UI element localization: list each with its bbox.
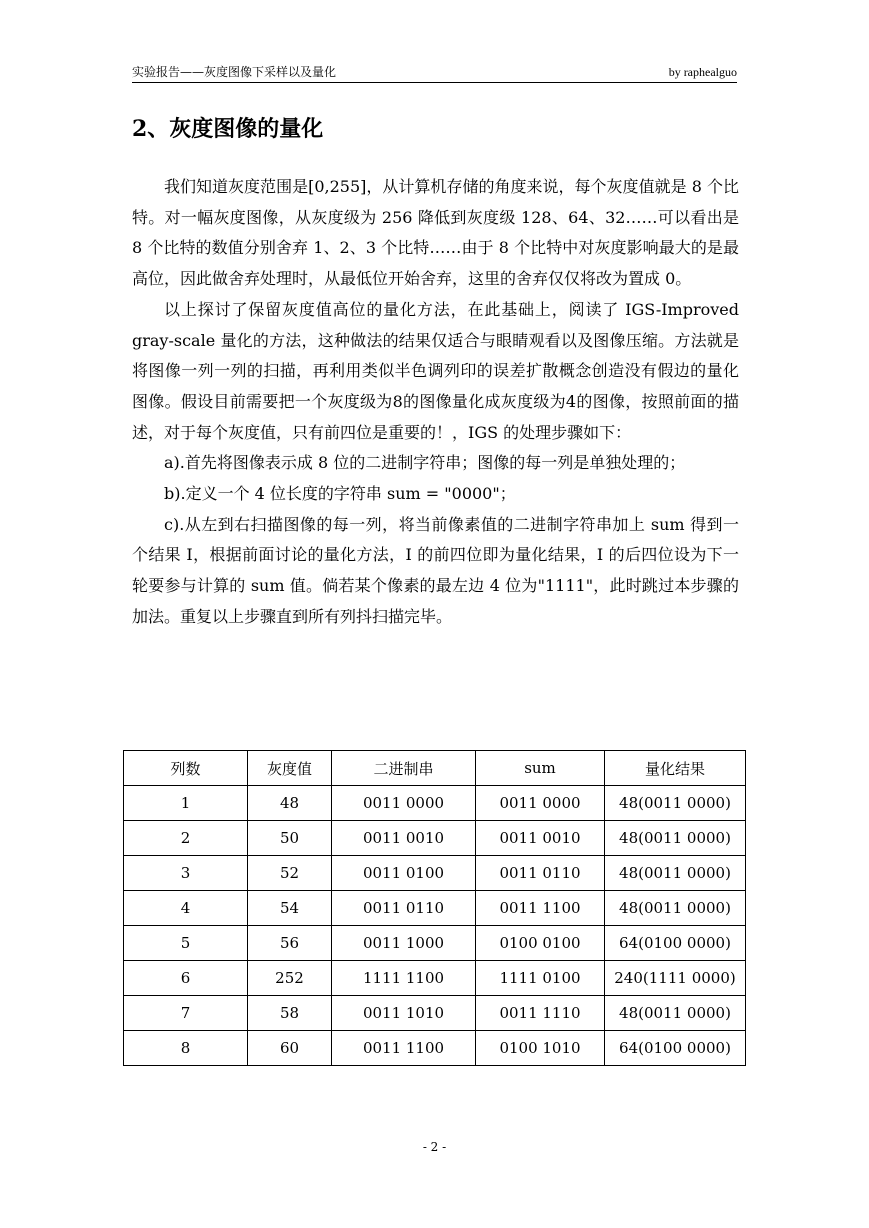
table-row [124, 996, 746, 1031]
table-row [124, 821, 746, 856]
cell-quantized-result: 48(0011 0000) [605, 891, 746, 926]
cell-column-index: 6 [124, 961, 248, 996]
header-gray-value: 灰度值 [248, 751, 332, 786]
cell-sum: 1111 0100 [476, 961, 605, 996]
cell-column-index: 7 [124, 996, 248, 1031]
cell-binary-string: 0011 0000 [332, 786, 476, 821]
paragraph-igs-intro: 以上探讨了保留灰度值高位的量化方法，在此基础上，阅读了 IGS-Improved gray-scale 量化的方法，这种做法的结果仅适合与眼睛观看以及图像压缩。方法就是将图像一列一列的扫描，再利用类似半色调列印的误差扩散概念创造没有假边的量化图像。假设目前需要把一个灰度级为8的图像量化成灰度级为4的图像，按照前面的描述，对于每个灰度值，只有前四位是重要的！，IGS 的处理步骤如下： [132, 299, 739, 442]
cell-quantized-result: 48(0011 0000) [605, 856, 746, 891]
header-column-index: 列数 [124, 751, 248, 786]
table-row [124, 961, 746, 996]
page-header [132, 64, 737, 83]
cell-column-index: 1 [124, 786, 248, 821]
table-row [124, 786, 746, 821]
cell-gray-value: 48 [248, 786, 332, 821]
cell-sum: 0100 0100 [476, 926, 605, 961]
cell-quantized-result: 48(0011 0000) [605, 821, 746, 856]
page-number: - 2 - [422, 1140, 447, 1154]
header-quantized-result: 量化结果 [605, 751, 746, 786]
cell-gray-value: 52 [248, 856, 332, 891]
cell-sum: 0011 0010 [476, 821, 605, 856]
header-title: 实验报告——灰度图像下采样以及量化 [132, 65, 337, 79]
cell-binary-string: 0011 0110 [332, 891, 476, 926]
cell-binary-string: 0011 1010 [332, 996, 476, 1031]
cell-gray-value: 252 [248, 961, 332, 996]
cell-binary-string: 0011 1100 [332, 1031, 476, 1066]
table-row [124, 926, 746, 961]
cell-gray-value: 54 [248, 891, 332, 926]
igs-table [123, 750, 746, 1066]
header-sum: sum [476, 751, 605, 786]
cell-column-index: 3 [124, 856, 248, 891]
header-binary-string: 二进制串 [332, 751, 476, 786]
cell-quantized-result: 64(0100 0000) [605, 1031, 746, 1066]
cell-quantized-result: 240(1111 0000) [605, 961, 746, 996]
cell-binary-string: 0011 1000 [332, 926, 476, 961]
cell-sum: 0100 1010 [476, 1031, 605, 1066]
body-text [132, 172, 739, 633]
cell-column-index: 4 [124, 891, 248, 926]
cell-sum: 0011 0000 [476, 786, 605, 821]
cell-quantized-result: 48(0011 0000) [605, 786, 746, 821]
cell-gray-value: 56 [248, 926, 332, 961]
step-c: c).从左到右扫描图像的每一列，将当前像素值的二进制字符串加上 sum 得到一个结果 I，根据前面讨论的量化方法，I 的前四位即为量化结果，I 的后四位设为下一轮要参与计算的 sum 值。倘若某个像素的最左边 4 位为"1111"，此时跳过本步骤的加法。重复以上步骤直到所有列抖扫描完毕。 [132, 514, 739, 626]
cell-sum: 0011 0110 [476, 856, 605, 891]
step-a: a).首先将图像表示成 8 位的二进制字符串；图像的每一列是单独处理的； [164, 453, 686, 473]
cell-binary-string: 0011 0010 [332, 821, 476, 856]
header-author: by raphealguo [668, 65, 737, 79]
section-title: 2、灰度图像的量化 [132, 116, 324, 142]
cell-binary-string: 0011 0100 [332, 856, 476, 891]
cell-sum: 0011 1100 [476, 891, 605, 926]
table-row [124, 1031, 746, 1066]
paragraph-grayscale-range: 我们知道灰度范围是[0,255]，从计算机存储的角度来说，每个灰度值就是 8 个比特。对一幅灰度图像，从灰度级为 256 降低到灰度级 128、64、32……可以看出是 8 个比特的数值分别舍弃 1、2、3 个比特……由于 8 个比特中对灰度影响最大的是最高位，因此做舍弃处理时，从最低位开始舍弃，这里的舍弃仅仅将改为置成 0。 [132, 177, 739, 289]
table-row [124, 856, 746, 891]
cell-gray-value: 50 [248, 821, 332, 856]
cell-quantized-result: 48(0011 0000) [605, 996, 746, 1031]
cell-column-index: 2 [124, 821, 248, 856]
step-b: b).定义一个 4 位长度的字符串 sum = "0000"； [164, 484, 516, 504]
cell-binary-string: 1111 1100 [332, 961, 476, 996]
table-row [124, 891, 746, 926]
table-header-row [124, 751, 746, 786]
cell-column-index: 8 [124, 1031, 248, 1066]
cell-sum: 0011 1110 [476, 996, 605, 1031]
cell-column-index: 5 [124, 926, 248, 961]
cell-gray-value: 58 [248, 996, 332, 1031]
cell-gray-value: 60 [248, 1031, 332, 1066]
cell-quantized-result: 64(0100 0000) [605, 926, 746, 961]
